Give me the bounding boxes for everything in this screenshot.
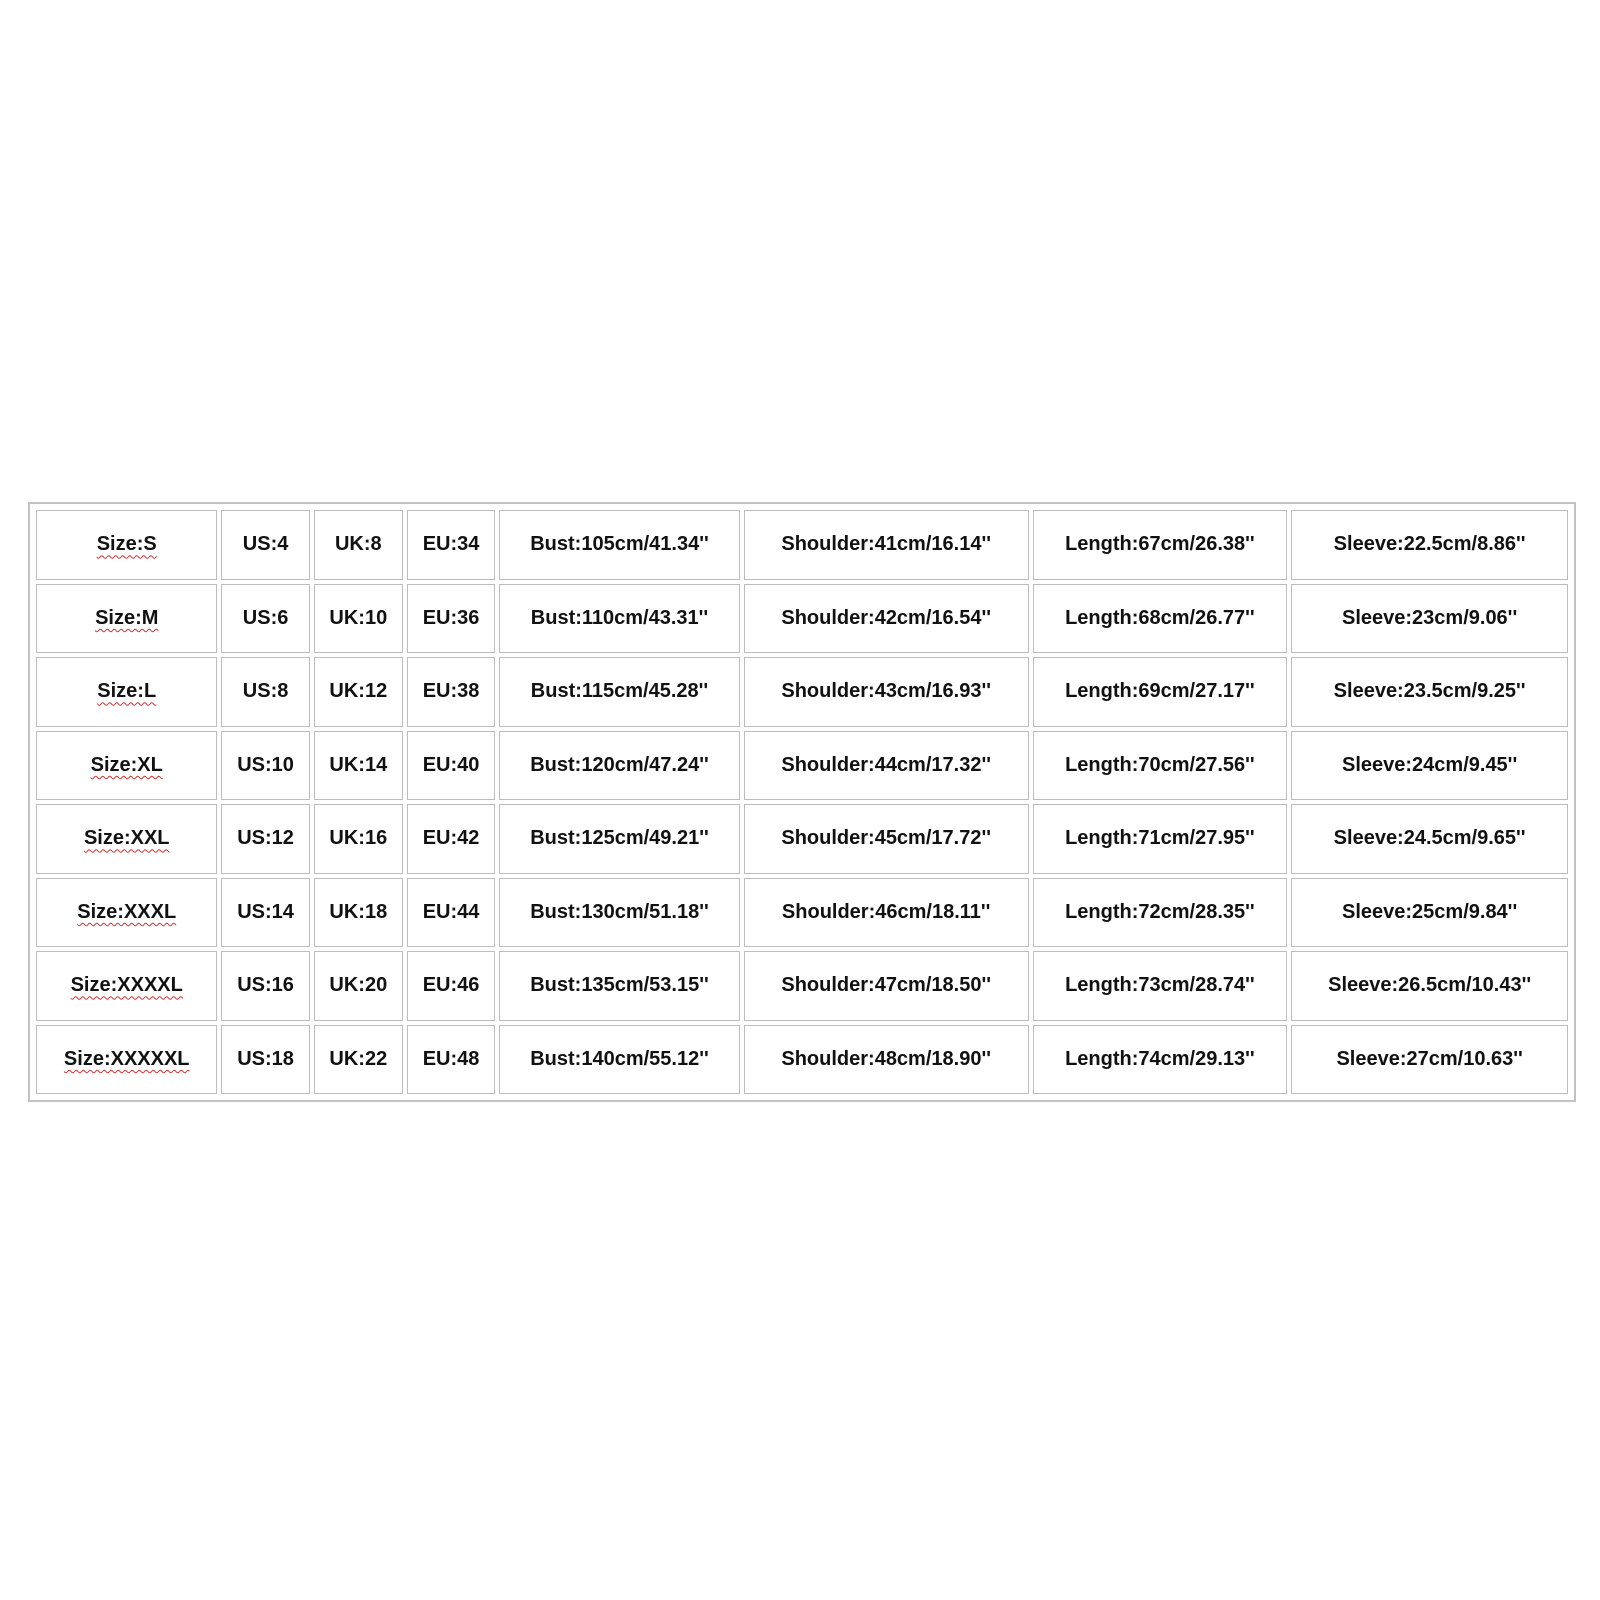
size-cell [36,951,217,1021]
size-label: Size:L [97,680,157,703]
uk-size-cell: UK:10 [314,584,403,654]
shoulder-cell: Shoulder:44cm/17.32'' [744,731,1029,801]
uk-size-cell: UK:20 [314,951,403,1021]
size-cell [36,1025,217,1095]
table-row [36,657,1568,727]
us-size-cell: US:14 [221,878,309,948]
bust-cell: Bust:125cm/49.21'' [499,804,740,874]
size-cell [36,510,217,580]
length-cell: Length:68cm/26.77'' [1033,584,1288,654]
sleeve-cell: Sleeve:23.5cm/9.25'' [1291,657,1568,727]
shoulder-cell: Shoulder:42cm/16.54'' [744,584,1029,654]
table-row [36,1025,1568,1095]
eu-size-cell: EU:38 [407,657,495,727]
eu-size-cell: EU:44 [407,878,495,948]
length-cell: Length:70cm/27.56'' [1033,731,1288,801]
bust-cell: Bust:130cm/51.18'' [499,878,740,948]
size-cell [36,584,217,654]
size-cell [36,657,217,727]
uk-size-cell: UK:18 [314,878,403,948]
eu-size-cell: EU:42 [407,804,495,874]
eu-size-cell: EU:46 [407,951,495,1021]
uk-size-cell: UK:16 [314,804,403,874]
us-size-cell: US:18 [221,1025,309,1095]
table-row [36,804,1568,874]
table-row [36,584,1568,654]
sleeve-cell: Sleeve:22.5cm/8.86'' [1291,510,1568,580]
sleeve-cell: Sleeve:24.5cm/9.65'' [1291,804,1568,874]
uk-size-cell: UK:22 [314,1025,403,1095]
size-label: Size:M [95,606,159,629]
eu-size-cell: EU:34 [407,510,495,580]
size-chart [28,502,1576,1102]
size-label: Size:S [96,533,157,556]
bust-cell: Bust:140cm/55.12'' [499,1025,740,1095]
size-cell [36,731,217,801]
size-chart-body [36,510,1568,1094]
us-size-cell: US:12 [221,804,309,874]
length-cell: Length:67cm/26.38'' [1033,510,1288,580]
length-cell: Length:73cm/28.74'' [1033,951,1288,1021]
length-cell: Length:69cm/27.17'' [1033,657,1288,727]
size-label: Size:XL [90,753,163,776]
sleeve-cell: Sleeve:25cm/9.84'' [1291,878,1568,948]
us-size-cell: US:4 [221,510,309,580]
us-size-cell: US:16 [221,951,309,1021]
sleeve-cell: Sleeve:26.5cm/10.43'' [1291,951,1568,1021]
uk-size-cell: UK:12 [314,657,403,727]
table-row [36,731,1568,801]
us-size-cell: US:8 [221,657,309,727]
sleeve-cell: Sleeve:23cm/9.06'' [1291,584,1568,654]
shoulder-cell: Shoulder:41cm/16.14'' [744,510,1029,580]
eu-size-cell: EU:36 [407,584,495,654]
length-cell: Length:71cm/27.95'' [1033,804,1288,874]
shoulder-cell: Shoulder:43cm/16.93'' [744,657,1029,727]
table-row [36,951,1568,1021]
shoulder-cell: Shoulder:47cm/18.50'' [744,951,1029,1021]
sleeve-cell: Sleeve:27cm/10.63'' [1291,1025,1568,1095]
uk-size-cell: UK:14 [314,731,403,801]
us-size-cell: US:10 [221,731,309,801]
bust-cell: Bust:115cm/45.28'' [499,657,740,727]
eu-size-cell: EU:48 [407,1025,495,1095]
size-chart-table [32,506,1572,1098]
table-row [36,510,1568,580]
length-cell: Length:74cm/29.13'' [1033,1025,1288,1095]
bust-cell: Bust:120cm/47.24'' [499,731,740,801]
sleeve-cell: Sleeve:24cm/9.45'' [1291,731,1568,801]
size-cell [36,804,217,874]
size-cell [36,878,217,948]
size-label: Size:XXXXL [70,974,183,997]
table-row [36,878,1568,948]
length-cell: Length:72cm/28.35'' [1033,878,1288,948]
bust-cell: Bust:110cm/43.31'' [499,584,740,654]
shoulder-cell: Shoulder:46cm/18.11'' [744,878,1029,948]
shoulder-cell: Shoulder:45cm/17.72'' [744,804,1029,874]
us-size-cell: US:6 [221,584,309,654]
shoulder-cell: Shoulder:48cm/18.90'' [744,1025,1029,1095]
bust-cell: Bust:135cm/53.15'' [499,951,740,1021]
bust-cell: Bust:105cm/41.34'' [499,510,740,580]
uk-size-cell: UK:8 [314,510,403,580]
eu-size-cell: EU:40 [407,731,495,801]
size-label: Size:XXXL [77,900,177,923]
size-label: Size:XXL [83,827,170,850]
size-label: Size:XXXXXL [63,1047,190,1070]
